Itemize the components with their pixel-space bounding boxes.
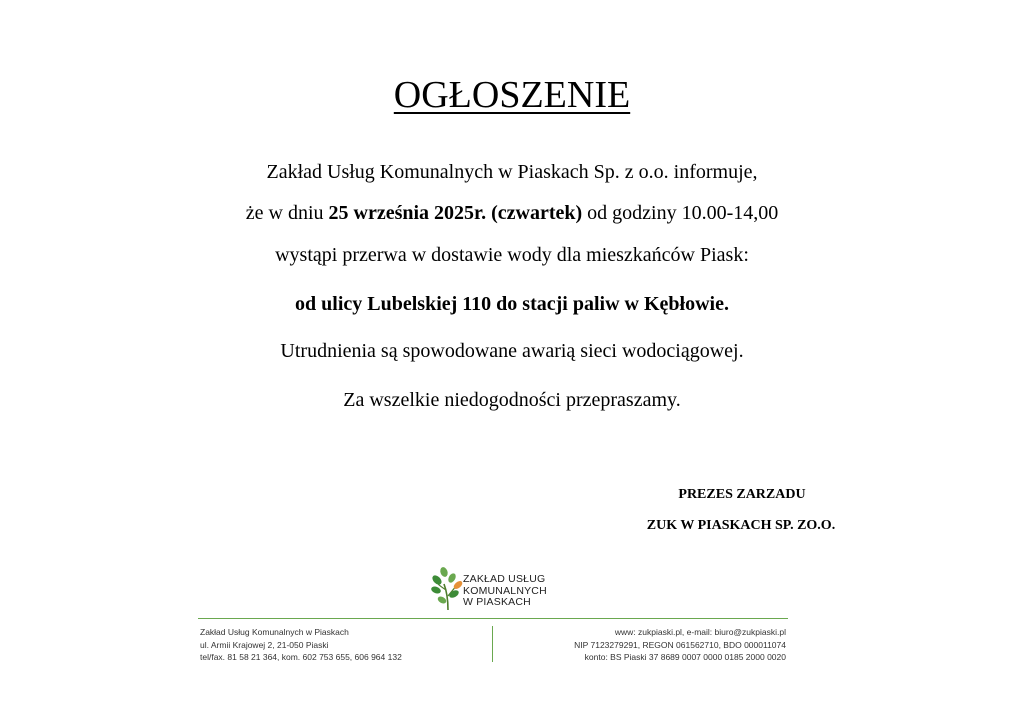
footer-divider	[198, 618, 788, 619]
outage-weekday: (czwartek)	[491, 202, 583, 224]
body-line-1: Zakład Usług Komunalnych w Piaskach Sp. z o.o. informuje,	[266, 161, 758, 183]
footer-column-divider	[492, 626, 493, 662]
body-line-3: wystąpi przerwa w dostawie wody dla mieszkańców Piask:	[275, 244, 749, 266]
page-title-text: OGŁOSZENIE	[393, 74, 631, 116]
signature-org: ZUK W PIASKACH SP. ZO.O.	[646, 518, 836, 533]
apology-line: Za wszelkie niedogodności przepraszamy.	[343, 389, 681, 411]
logo-wordmark	[463, 574, 547, 609]
body-line-2-pre: że w dniu	[245, 202, 329, 224]
footer-address	[200, 626, 402, 664]
body-line-2	[0, 201, 1024, 225]
footer-web-email: www: zukpiaski.pl, e-mail: biuro@zukpiaski.pl	[614, 627, 786, 637]
signature-role: PREZES ZARZADU	[678, 487, 806, 502]
footer-bank-account: konto: BS Piaski 37 8689 0007 0000 0185 2000 0020	[584, 652, 786, 662]
logo-line-2: KOMUNALNYCH	[463, 584, 547, 597]
page-title	[0, 72, 1024, 118]
footer-street: ul. Armii Krajowej 2, 21-050 Piaski	[200, 639, 329, 650]
footer-tax-ids: NIP 7123279291, REGON 061562710, BDO 000011074	[574, 639, 786, 650]
logo-line-3: W PIASKACH	[463, 596, 531, 608]
affected-area: od ulicy Lubelskiej 110 do stacji paliw w Kębłowie.	[295, 293, 729, 315]
footer-contact	[500, 626, 786, 664]
body-line-5: Utrudnienia są spowodowane awarią sieci wodociągowej.	[280, 340, 744, 362]
outage-date: 25 września 2025r.	[328, 202, 487, 224]
footer-company: Zakład Usług Komunalnych w Piaskach	[200, 627, 349, 637]
logo-line-1: ZAKŁAD USŁUG	[463, 573, 546, 585]
footer-phone: tel/fax. 81 58 21 364, kom. 602 753 655, 606 964 132	[200, 652, 402, 662]
outage-hours: od godziny 10.00-14,00	[582, 202, 779, 224]
